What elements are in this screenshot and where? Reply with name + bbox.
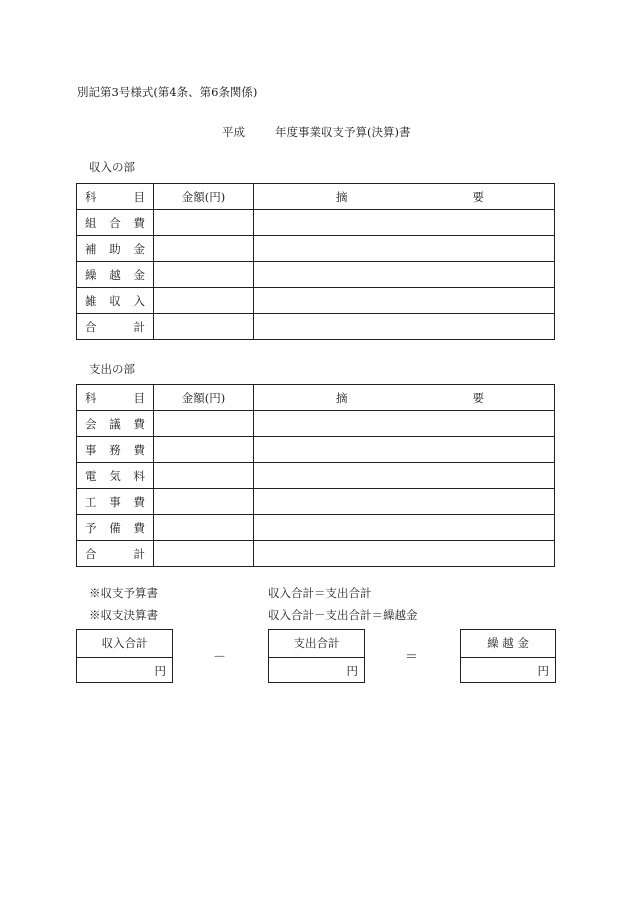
- row-subject-char: 費: [133, 442, 145, 457]
- row-summary-cell[interactable]: [254, 411, 555, 437]
- note-settlement-formula: 収入合計－支出合計＝繰越金: [268, 608, 418, 622]
- row-subject-char: 費: [133, 520, 145, 535]
- row-subject-char: 予: [85, 520, 97, 535]
- row-subject-char: 収: [109, 293, 121, 308]
- row-amount-cell[interactable]: [154, 411, 254, 437]
- row-subject-char: 金: [133, 267, 145, 282]
- row-subject-char: 組: [85, 215, 97, 230]
- carryover-box: [460, 629, 556, 683]
- row-subject-char: 入: [133, 293, 145, 308]
- header-summary-char: 要: [472, 189, 484, 204]
- header-row: [77, 385, 555, 411]
- row-amount-cell[interactable]: [154, 288, 254, 314]
- table-row: [77, 262, 555, 288]
- row-summary-cell[interactable]: [254, 262, 555, 288]
- row-subject-char: 会: [85, 416, 97, 431]
- row-subject-char: 気: [109, 468, 121, 483]
- header-amount: 金額(円): [154, 184, 254, 210]
- title-era: 平成: [222, 125, 245, 139]
- header-summary-char: 要: [472, 390, 484, 405]
- income-total-label: 収入合計: [77, 630, 172, 658]
- equals-sign: ＝: [405, 650, 419, 665]
- row-summary-cell[interactable]: [254, 489, 555, 515]
- header-subject: [77, 385, 154, 411]
- carryover-unit: 円: [537, 664, 549, 678]
- expense-total-box: [268, 629, 365, 683]
- expense-total-label: 支出合計: [269, 630, 364, 658]
- header-subject-char: 目: [133, 390, 145, 405]
- row-subject-char: 事: [109, 494, 121, 509]
- row-subject: [77, 515, 154, 541]
- row-subject: [77, 489, 154, 515]
- minus-sign: －: [213, 650, 227, 665]
- row-subject-char: 合: [85, 319, 97, 334]
- row-subject-char: 費: [133, 215, 145, 230]
- note-budget-label: ※収支予算書: [89, 586, 158, 600]
- row-subject-char: 越: [109, 267, 121, 282]
- income-total-box: [76, 629, 173, 683]
- income-table: [76, 183, 555, 340]
- header-subject: [77, 184, 154, 210]
- table-row: [77, 541, 555, 567]
- row-amount-cell[interactable]: [154, 210, 254, 236]
- row-summary-cell[interactable]: [254, 236, 555, 262]
- income-total-unit: 円: [154, 664, 166, 678]
- row-subject-char: 務: [109, 442, 121, 457]
- income-heading: 収入の部: [89, 160, 135, 174]
- title-text: 年度事業収支予算(決算)書: [275, 125, 411, 139]
- note-settlement-label: ※収支決算書: [89, 608, 158, 622]
- row-amount-cell[interactable]: [154, 262, 254, 288]
- row-subject-char: 料: [133, 468, 145, 483]
- row-subject-char: 助: [109, 241, 121, 256]
- row-subject-char: 雑: [85, 293, 97, 308]
- row-amount-cell[interactable]: [154, 463, 254, 489]
- row-summary-cell[interactable]: [254, 288, 555, 314]
- header-amount: 金額(円): [154, 385, 254, 411]
- header-subject-char: 科: [85, 189, 97, 204]
- row-subject: [77, 541, 154, 567]
- row-summary-cell[interactable]: [254, 437, 555, 463]
- header-summary-char: 摘: [336, 189, 348, 204]
- table-row: [77, 288, 555, 314]
- row-amount-cell[interactable]: [154, 314, 254, 340]
- header-row: [77, 184, 555, 210]
- row-subject: [77, 236, 154, 262]
- row-subject: [77, 262, 154, 288]
- row-subject-char: 費: [133, 494, 145, 509]
- table-row: [77, 236, 555, 262]
- form-reference: 別記第3号様式(第4条、第6条関係): [77, 85, 258, 99]
- table-row: [77, 437, 555, 463]
- row-summary-cell[interactable]: [254, 541, 555, 567]
- header-subject-char: 科: [85, 390, 97, 405]
- row-summary-cell[interactable]: [254, 314, 555, 340]
- expense-total-unit: 円: [346, 664, 358, 678]
- table-row: [77, 489, 555, 515]
- table-row: [77, 210, 555, 236]
- table-row: [77, 411, 555, 437]
- row-subject: [77, 314, 154, 340]
- expense-heading: 支出の部: [89, 362, 135, 376]
- row-summary-cell[interactable]: [254, 515, 555, 541]
- row-amount-cell[interactable]: [154, 541, 254, 567]
- row-subject: [77, 288, 154, 314]
- row-amount-cell[interactable]: [154, 515, 254, 541]
- row-subject-char: 計: [133, 319, 145, 334]
- row-subject-char: 合: [85, 546, 97, 561]
- table-row: [77, 463, 555, 489]
- row-subject-char: 金: [133, 241, 145, 256]
- row-amount-cell[interactable]: [154, 489, 254, 515]
- row-subject-char: 費: [133, 416, 145, 431]
- row-subject: [77, 411, 154, 437]
- table-row: [77, 314, 555, 340]
- row-subject-char: 補: [85, 241, 97, 256]
- expense-table: [76, 384, 555, 567]
- row-summary-cell[interactable]: [254, 463, 555, 489]
- note-budget-formula: 収入合計＝支出合計: [268, 586, 372, 600]
- row-subject: [77, 210, 154, 236]
- row-amount-cell[interactable]: [154, 236, 254, 262]
- carryover-label: 繰 越 金: [461, 630, 555, 658]
- row-subject-char: 繰: [85, 267, 97, 282]
- row-subject: [77, 463, 154, 489]
- document-title: [222, 124, 410, 140]
- row-subject-char: 合: [109, 215, 121, 230]
- header-summary: [254, 385, 555, 411]
- header-summary: [254, 184, 555, 210]
- row-summary-cell[interactable]: [254, 210, 555, 236]
- row-subject-char: 計: [133, 546, 145, 561]
- row-subject: [77, 437, 154, 463]
- row-subject-char: 備: [109, 520, 121, 535]
- row-subject-char: 電: [85, 468, 97, 483]
- row-amount-cell[interactable]: [154, 437, 254, 463]
- row-subject-char: 工: [85, 494, 97, 509]
- row-subject-char: 議: [109, 416, 121, 431]
- row-subject-char: 事: [85, 442, 97, 457]
- table-row: [77, 515, 555, 541]
- header-subject-char: 目: [133, 189, 145, 204]
- header-summary-char: 摘: [336, 390, 348, 405]
